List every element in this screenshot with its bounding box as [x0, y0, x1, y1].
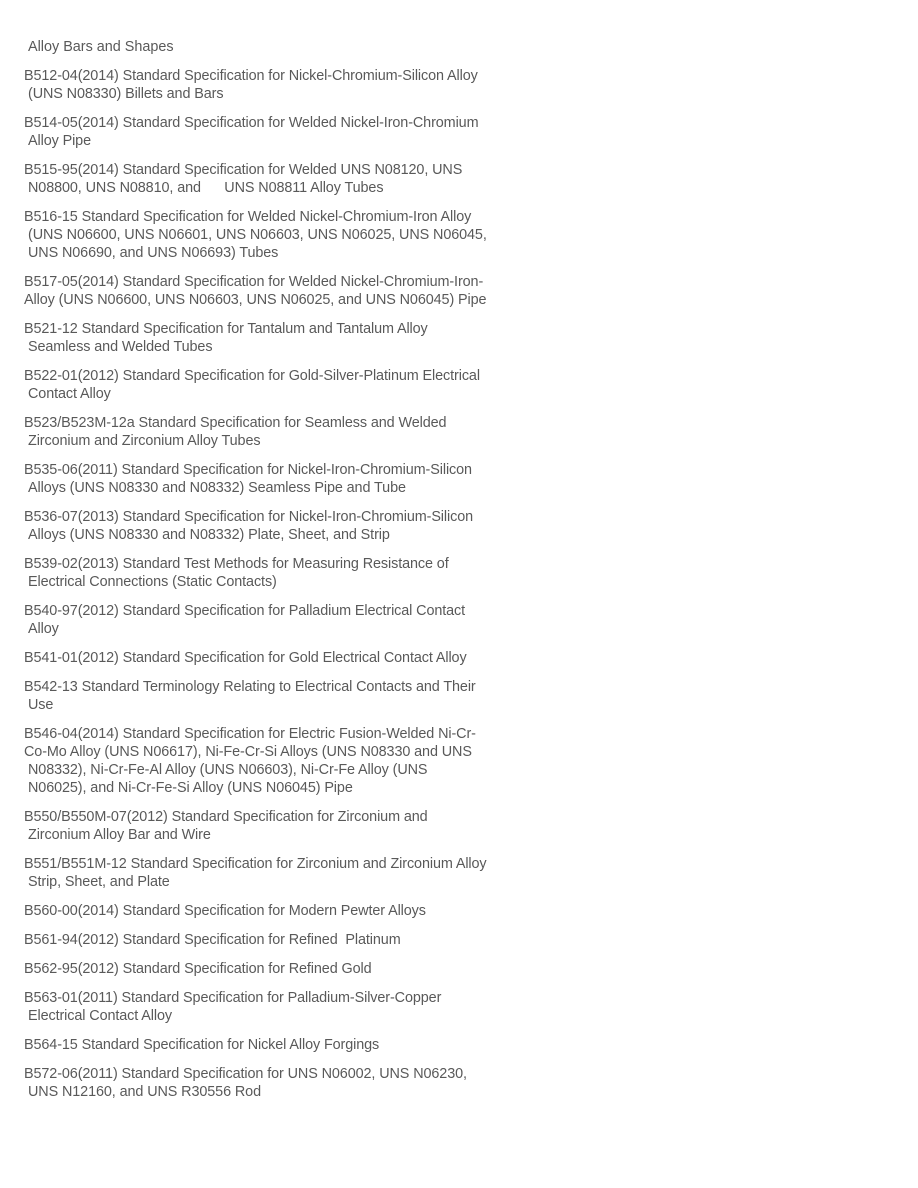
standard-entry — [24, 902, 524, 920]
standard-entry-line: B542-13 Standard Terminology Relating to Electrical Contacts and Their — [24, 679, 476, 695]
standard-entry-line: B564-15 Standard Specification for Nickel Alloy Forgings — [24, 1037, 380, 1053]
standard-entry-line: B551/B551M-12 Standard Specification for Zirconium and Zirconium Alloy — [24, 856, 487, 872]
continued-entry-tail: Alloy Bars and Shapes — [28, 39, 174, 55]
standard-entry-line: N08332), Ni-Cr-Fe-Al Alloy (UNS N06603), Ni-Cr-Fe Alloy (UNS — [28, 762, 428, 778]
standard-entry — [24, 367, 524, 403]
standard-entry-line: B535-06(2011) Standard Specification for Nickel-Iron-Chromium-Silicon — [24, 462, 472, 478]
standard-entry-line: B541-01(2012) Standard Specification for Gold Electrical Contact Alloy — [24, 650, 467, 666]
standard-entry-line: B522-01(2012) Standard Specification for Gold-Silver-Platinum Electrical — [24, 368, 480, 384]
standard-entry-line: B550/B550M-07(2012) Standard Specification for Zirconium and — [24, 809, 428, 825]
standard-entry-line: B517-05(2014) Standard Specification for Welded Nickel-Chromium-Iron- — [24, 274, 484, 290]
standard-entry — [24, 161, 524, 197]
standard-entry-line: Alloy — [28, 621, 59, 637]
standard-entry-line: Electrical Connections (Static Contacts) — [28, 574, 277, 590]
standard-entry-line: Electrical Contact Alloy — [28, 1008, 172, 1024]
standard-entry — [24, 114, 524, 150]
standard-entry-line: B540-97(2012) Standard Specification for Palladium Electrical Contact — [24, 603, 466, 619]
standard-entry — [24, 989, 524, 1025]
standard-entry — [24, 461, 524, 497]
standard-entry — [24, 602, 524, 638]
standard-entry — [24, 808, 524, 844]
standard-entry-line: B515-95(2014) Standard Specification for Welded UNS N08120, UNS — [24, 162, 463, 178]
standard-entry-line: Seamless and Welded Tubes — [28, 339, 213, 355]
standard-entry-line: Alloy (UNS N06600, UNS N06603, UNS N06025, and UNS N06045) Pipe — [24, 292, 487, 308]
standard-entry-line: UNS N12160, and UNS R30556 Rod — [28, 1084, 261, 1100]
standard-entry-line: B572-06(2011) Standard Specification for UNS N06002, UNS N06230, — [24, 1066, 467, 1082]
standard-entry-line: B539-02(2013) Standard Test Methods for Measuring Resistance of — [24, 556, 449, 572]
standard-entry-line: Alloys (UNS N08330 and N08332) Seamless Pipe and Tube — [28, 480, 406, 496]
standard-entry-line: B546-04(2014) Standard Specification for Electric Fusion-Welded Ni-Cr- — [24, 726, 476, 742]
standard-entry — [24, 273, 524, 309]
standard-entry-line: B562-95(2012) Standard Specification for Refined Gold — [24, 961, 372, 977]
standard-entry-line: Alloy Pipe — [28, 133, 91, 149]
standard-entry — [24, 931, 524, 949]
standard-entry-line: Strip, Sheet, and Plate — [28, 874, 170, 890]
standard-entry-line: (UNS N08330) Billets and Bars — [28, 86, 224, 102]
standard-entry-line: N08800, UNS N08810, and UNS N08811 Alloy Tubes — [28, 180, 384, 196]
standard-entry — [24, 320, 524, 356]
standard-entry — [24, 960, 524, 978]
standard-entry-line: B512-04(2014) Standard Specification for Nickel-Chromium-Silicon Alloy — [24, 68, 478, 84]
standard-entry-line: B521-12 Standard Specification for Tantalum and Tantalum Alloy — [24, 321, 428, 337]
standard-entry-line: B514-05(2014) Standard Specification for Welded Nickel-Iron-Chromium — [24, 115, 479, 131]
standard-entry — [24, 725, 524, 797]
standard-entry-line: Contact Alloy — [28, 386, 111, 402]
document-page — [24, 38, 524, 1112]
standard-entry — [24, 649, 524, 667]
standard-entry-line: (UNS N06600, UNS N06601, UNS N06603, UNS N06025, UNS N06045, — [28, 227, 487, 243]
standard-entry — [24, 414, 524, 450]
standard-entry-line: Zirconium Alloy Bar and Wire — [28, 827, 211, 843]
standard-entry-line: N06025), and Ni-Cr-Fe-Si Alloy (UNS N06045) Pipe — [28, 780, 353, 796]
standard-entry-line: Co-Mo Alloy (UNS N06617), Ni-Fe-Cr-Si Alloys (UNS N08330 and UNS — [24, 744, 472, 760]
standard-entry — [24, 678, 524, 714]
standard-entry — [24, 508, 524, 544]
standard-entry — [24, 855, 524, 891]
standard-entry — [24, 555, 524, 591]
standard-entry-line: B563-01(2011) Standard Specification for Palladium-Silver-Copper — [24, 990, 442, 1006]
standard-entry-line: Zirconium and Zirconium Alloy Tubes — [28, 433, 261, 449]
standard-entry-line: B560-00(2014) Standard Specification for Modern Pewter Alloys — [24, 903, 426, 919]
standard-entry — [24, 208, 524, 262]
standard-entry-line: Use — [28, 697, 54, 713]
standard-entry-line: B516-15 Standard Specification for Welded Nickel-Chromium-Iron Alloy — [24, 209, 472, 225]
standard-entry — [24, 1065, 524, 1101]
standards-list — [24, 67, 524, 1101]
standard-entry-line: B523/B523M-12a Standard Specification for Seamless and Welded — [24, 415, 447, 431]
standard-entry-line: B536-07(2013) Standard Specification for Nickel-Iron-Chromium-Silicon — [24, 509, 474, 525]
standard-entry-line: UNS N06690, and UNS N06693) Tubes — [28, 245, 279, 261]
standard-entry-line: B561-94(2012) Standard Specification for Refined Platinum — [24, 932, 401, 948]
standard-entry-line: Alloys (UNS N08330 and N08332) Plate, Sheet, and Strip — [28, 527, 390, 543]
standard-entry — [24, 67, 524, 103]
standard-entry — [24, 1036, 524, 1054]
